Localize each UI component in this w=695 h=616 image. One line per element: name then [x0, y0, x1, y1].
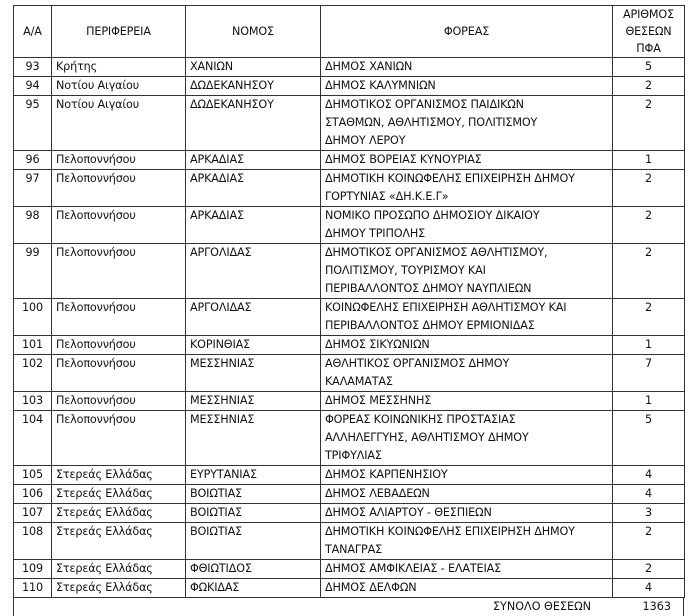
row-aa: 93 — [14, 58, 52, 77]
row-positions: 2 — [613, 523, 685, 560]
row-body-line: ΤΑΝΑΓΡΑΣ — [325, 543, 383, 556]
table-row — [14, 504, 685, 523]
table-body — [14, 58, 685, 598]
row-aa: 110 — [14, 579, 52, 598]
row-region: Πελοποννήσου — [52, 244, 186, 299]
row-prefecture: ΧΑΝΙΩΝ — [186, 58, 321, 77]
table-row — [14, 58, 685, 77]
header-body: ΦΟΡΕΑΣ — [321, 6, 613, 58]
row-positions: 4 — [613, 466, 685, 485]
row-aa: 99 — [14, 244, 52, 299]
table-row — [14, 560, 685, 579]
row-region: Στερεάς Ελλάδας — [52, 466, 186, 485]
row-body-line: ΔΗΜΟΤΙΚΟΣ ΟΡΓΑΝΙΣΜΟΣ ΠΑΙΔΙΚΩΝ — [325, 98, 524, 111]
row-region: Πελοποννήσου — [52, 336, 186, 355]
row-body-line: ΔΗΜΟΥ ΤΡΙΠΟΛΗΣ — [325, 227, 426, 240]
row-aa: 98 — [14, 207, 52, 244]
table-row — [14, 207, 685, 244]
row-aa: 109 — [14, 560, 52, 579]
header-prefecture: ΝΟΜΟΣ — [186, 6, 321, 58]
row-body-line: ΠΕΡΙΒΑΛΛΟΝΤΟΣ ΔΗΜΟΥ ΕΡΜΙΟΝΙΔΑΣ — [325, 319, 535, 332]
row-body — [321, 560, 613, 579]
row-body — [321, 523, 613, 560]
row-region: Στερεάς Ελλάδας — [52, 560, 186, 579]
row-body-line: ΤΡΙΦΥΛΙΑΣ — [325, 449, 382, 462]
row-prefecture: ΔΩΔΕΚΑΝΗΣΟΥ — [186, 96, 321, 151]
row-aa: 107 — [14, 504, 52, 523]
row-body — [321, 579, 613, 598]
row-body-line: ΔΗΜΟΣ ΜΕΣΣΗΝΗΣ — [325, 394, 432, 407]
header-positions — [613, 6, 685, 58]
table-row — [14, 151, 685, 170]
row-aa: 100 — [14, 299, 52, 336]
row-body — [321, 207, 613, 244]
header-positions-line: ΠΦΑ — [636, 42, 661, 55]
row-positions: 5 — [613, 411, 685, 466]
row-prefecture: ΔΩΔΕΚΑΝΗΣΟΥ — [186, 77, 321, 96]
row-body-line: ΠΕΡΙΒΑΛΛΟΝΤΟΣ ΔΗΜΟΥ ΝΑΥΠΛΙΕΩΝ — [325, 282, 532, 295]
row-region: Στερεάς Ελλάδας — [52, 485, 186, 504]
row-region: Νοτίου Αιγαίου — [52, 96, 186, 151]
table-row — [14, 523, 685, 560]
row-prefecture: ΑΡΓΟΛΙΔΑΣ — [186, 244, 321, 299]
row-aa: 105 — [14, 466, 52, 485]
row-body — [321, 58, 613, 77]
row-body-line: ΔΗΜΟΣ ΑΛΙΑΡΤΟΥ - ΘΕΣΠΙΕΩΝ — [325, 506, 492, 519]
row-aa: 101 — [14, 336, 52, 355]
row-positions: 5 — [613, 58, 685, 77]
row-region: Πελοποννήσου — [52, 411, 186, 466]
row-body-line: ΠΟΛΙΤΙΣΜΟΥ, ΤΟΥΡΙΣΜΟΥ ΚΑΙ — [325, 264, 486, 277]
table-row — [14, 411, 685, 466]
row-aa: 102 — [14, 355, 52, 392]
row-body-line: ΝΟΜΙΚΟ ΠΡΟΣΩΠΟ ΔΗΜΟΣΙΟΥ ΔΙΚΑΙΟΥ — [325, 209, 540, 222]
row-region: Πελοποννήσου — [52, 299, 186, 336]
row-aa: 97 — [14, 170, 52, 207]
row-positions: 2 — [613, 77, 685, 96]
total-label: ΣΥΝΟΛΟ ΘΕΣΕΩΝ — [492, 600, 591, 613]
row-region: Πελοποννήσου — [52, 151, 186, 170]
row-region: Στερεάς Ελλάδας — [52, 504, 186, 523]
row-body-line: ΔΗΜΟΤΙΚΗ ΚΟΙΝΩΦΕΛΗΣ ΕΠΙΧΕΙΡΗΣΗ ΔΗΜΟΥ — [325, 172, 575, 185]
row-positions: 7 — [613, 355, 685, 392]
row-body — [321, 392, 613, 411]
row-body-line: ΣΤΑΘΜΩΝ, ΑΘΛΗΤΙΣΜΟΥ, ΠΟΛΙΤΙΣΜΟΥ — [325, 116, 538, 129]
row-region: Κρήτης — [52, 58, 186, 77]
row-body-line: ΔΗΜΟΥ ΛΕΡΟΥ — [325, 134, 406, 147]
table-row — [14, 77, 685, 96]
row-positions: 2 — [613, 96, 685, 151]
row-region: Πελοποννήσου — [52, 207, 186, 244]
row-positions: 2 — [613, 299, 685, 336]
row-positions: 2 — [613, 560, 685, 579]
header-positions-line: ΘΕΣΕΩΝ — [625, 25, 672, 38]
row-positions: 3 — [613, 504, 685, 523]
header-positions-line: ΑΡΙΘΜΟΣ — [623, 8, 674, 21]
row-body-line: ΚΑΛΑΜΑΤΑΣ — [325, 375, 393, 388]
row-aa: 95 — [14, 96, 52, 151]
row-positions: 1 — [613, 336, 685, 355]
row-prefecture: ΜΕΣΣΗΝΙΑΣ — [186, 392, 321, 411]
table-row — [14, 466, 685, 485]
table-row — [14, 392, 685, 411]
row-body-line: ΚΟΙΝΩΦΕΛΗΣ ΕΠΙΧΕΙΡΗΣΗ ΑΘΛΗΤΙΣΜΟΥ ΚΑΙ — [325, 301, 567, 314]
row-region: Νοτίου Αιγαίου — [52, 77, 186, 96]
table-row — [14, 485, 685, 504]
row-body-line: ΔΗΜΟΣ ΒΟΡΕΙΑΣ ΚΥΝΟΥΡΙΑΣ — [325, 153, 482, 166]
row-positions: 4 — [613, 579, 685, 598]
row-positions: 4 — [613, 485, 685, 504]
row-body — [321, 244, 613, 299]
row-prefecture: ΦΘΙΩΤΙΔΟΣ — [186, 560, 321, 579]
row-aa: 103 — [14, 392, 52, 411]
row-positions: 1 — [613, 392, 685, 411]
row-prefecture: ΒΟΙΩΤΙΑΣ — [186, 485, 321, 504]
table-row — [14, 244, 685, 299]
row-aa: 106 — [14, 485, 52, 504]
total-row — [13, 598, 684, 616]
row-region: Πελοποννήσου — [52, 355, 186, 392]
row-body — [321, 355, 613, 392]
row-prefecture: ΕΥΡΥΤΑΝΙΑΣ — [186, 466, 321, 485]
row-body — [321, 299, 613, 336]
table-row — [14, 96, 685, 151]
table-header-row — [14, 6, 685, 58]
row-prefecture: ΑΡΚΑΔΙΑΣ — [186, 207, 321, 244]
row-body-line: ΓΟΡΤΥΝΙΑΣ «ΔΗ.Κ.Ε.Γ» — [325, 190, 449, 203]
positions-table-sheet — [13, 5, 684, 616]
row-body — [321, 485, 613, 504]
row-body-line: ΔΗΜΟΣ ΛΕΒΑΔΕΩΝ — [325, 487, 430, 500]
row-body-line: ΔΗΜΟΣ ΧΑΝΙΩΝ — [325, 60, 413, 73]
row-body — [321, 77, 613, 96]
row-prefecture: ΑΡΚΑΔΙΑΣ — [186, 170, 321, 207]
row-prefecture: ΦΩΚΙΔΑΣ — [186, 579, 321, 598]
row-aa: 104 — [14, 411, 52, 466]
row-region: Στερεάς Ελλάδας — [52, 523, 186, 560]
row-region: Πελοποννήσου — [52, 392, 186, 411]
row-body — [321, 151, 613, 170]
row-body-line: ΔΗΜΟΣ ΚΑΡΠΕΝΗΣΙΟΥ — [325, 468, 448, 481]
row-body-line: ΑΛΛΗΛΕΓΓΥΗΣ, ΑΘΛΗΤΙΣΜΟΥ ΔΗΜΟΥ — [325, 431, 529, 444]
row-positions: 1 — [613, 151, 685, 170]
positions-table — [13, 5, 685, 598]
row-body-line: ΔΗΜΟΣ ΑΜΦΙΚΛΕΙΑΣ - ΕΛΑΤΕΙΑΣ — [325, 562, 502, 575]
row-prefecture: ΜΕΣΣΗΝΙΑΣ — [186, 355, 321, 392]
row-body-line: ΑΘΛΗΤΙΚΟΣ ΟΡΓΑΝΙΣΜΟΣ ΔΗΜΟΥ — [325, 357, 510, 370]
row-aa: 96 — [14, 151, 52, 170]
row-body — [321, 170, 613, 207]
row-region: Στερεάς Ελλάδας — [52, 579, 186, 598]
row-positions: 2 — [613, 244, 685, 299]
table-row — [14, 336, 685, 355]
table-row — [14, 579, 685, 598]
row-body-line: ΔΗΜΟΤΙΚΟΣ ΟΡΓΑΝΙΣΜΟΣ ΑΘΛΗΤΙΣΜΟΥ, — [325, 246, 548, 259]
row-prefecture: ΜΕΣΣΗΝΙΑΣ — [186, 411, 321, 466]
row-body — [321, 504, 613, 523]
row-aa: 108 — [14, 523, 52, 560]
row-body — [321, 336, 613, 355]
total-value: 1363 — [642, 600, 671, 613]
row-body-line: ΔΗΜΟΣ ΣΙΚΥΩΝΙΩΝ — [325, 338, 430, 351]
row-body-line: ΔΗΜΟΣ ΔΕΛΦΩΝ — [325, 581, 417, 594]
header-region: ΠΕΡΙΦΕΡΕΙΑ — [52, 6, 186, 58]
row-positions: 2 — [613, 207, 685, 244]
row-positions: 2 — [613, 170, 685, 207]
row-prefecture: ΚΟΡΙΝΘΙΑΣ — [186, 336, 321, 355]
table-row — [14, 299, 685, 336]
row-body — [321, 96, 613, 151]
table-row — [14, 170, 685, 207]
row-body — [321, 466, 613, 485]
row-prefecture: ΑΡΚΑΔΙΑΣ — [186, 151, 321, 170]
header-aa: Α/Α — [14, 6, 52, 58]
row-prefecture: ΑΡΓΟΛΙΔΑΣ — [186, 299, 321, 336]
table-row — [14, 355, 685, 392]
row-body-line: ΔΗΜΟΤΙΚΗ ΚΟΙΝΩΦΕΛΗΣ ΕΠΙΧΕΙΡΗΣΗ ΔΗΜΟΥ — [325, 525, 575, 538]
row-body — [321, 411, 613, 466]
row-body-line: ΦΟΡΕΑΣ ΚΟΙΝΩΝΙΚΗΣ ΠΡΟΣΤΑΣΙΑΣ — [325, 413, 516, 426]
row-body-line: ΔΗΜΟΣ ΚΑΛΥΜΝΙΩΝ — [325, 79, 436, 92]
row-aa: 94 — [14, 77, 52, 96]
row-prefecture: ΒΟΙΩΤΙΑΣ — [186, 523, 321, 560]
row-region: Πελοποννήσου — [52, 170, 186, 207]
row-prefecture: ΒΟΙΩΤΙΑΣ — [186, 504, 321, 523]
